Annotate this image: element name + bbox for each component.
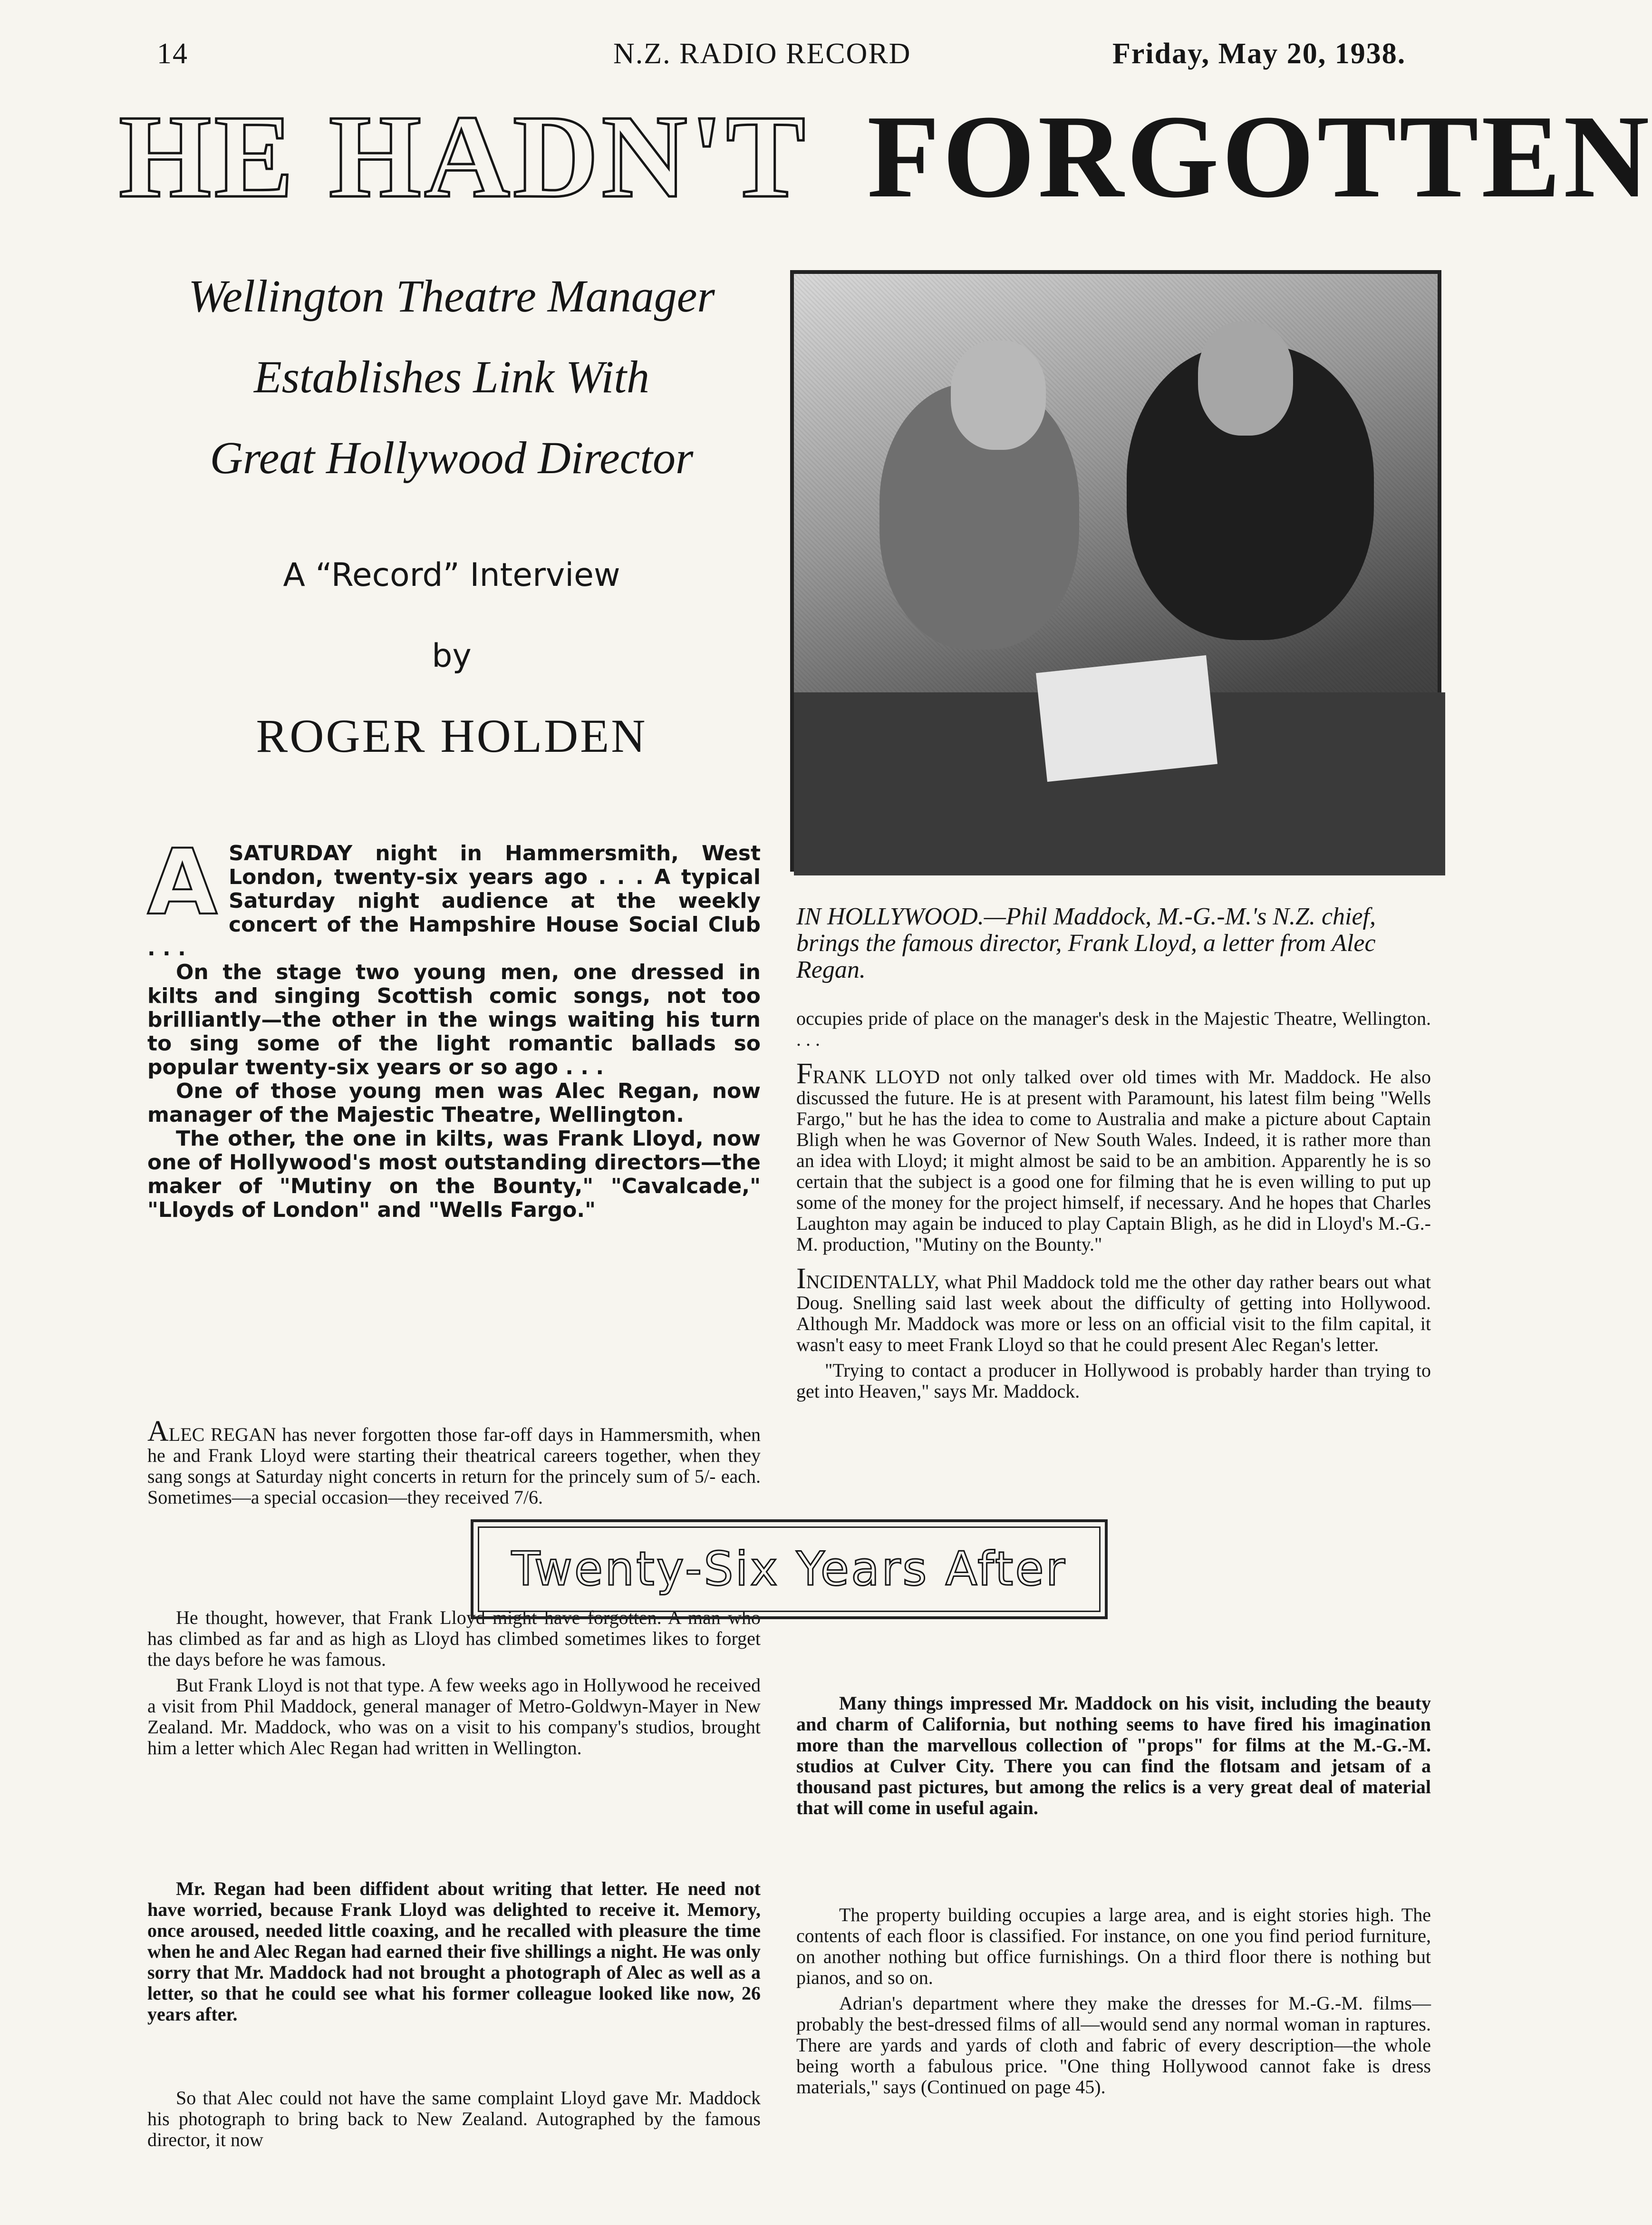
article-photo <box>790 270 1441 872</box>
body-paragraph: INCIDENTALLY, what Phil Maddock told me the other day rather bears out what Doug. Snelling said last week about the difficulty of getting into Hollywood. Although Mr. Maddock was more or less on an official visit to the film capital, it wasn't easy to meet Frank Lloyd so that he could present Alec Regan's letter. <box>796 1263 1431 1355</box>
body-paragraph: The property building occupies a large area, and is eight stories high. The contents of each floor is classified. For instance, on one you find period furniture, on another nothing but office furnishings. On a third floor there is nothing but pianos, and so on. <box>796 1904 1431 1988</box>
left-column-end <box>147 2088 761 2155</box>
photo-head-left <box>951 340 1046 450</box>
lead-paragraph: SATURDAY night in Hammersmith, West London, twenty-six years ago . . . A typical Saturday night audience at the weekly concert of the Hampshire House Social Club . . . <box>147 841 761 961</box>
body-paragraph: He thought, however, that Frank Lloyd might have forgotten. A man who has climbed as far and as high as Lloyd has climbed sometimes likes to forget the days before he was famous. <box>147 1607 761 1670</box>
body-paragraph: Adrian's department where they make the dresses for M.-G.-M. films—probably the best-dressed films of all—would send any normal woman in raptures. There are yards and yards of cloth and fabric of every description—the whole being worth a fabulous price. "One thing Hollywood cannot fake is dress materials," says (Continued on page 45). <box>796 1992 1431 2098</box>
body-paragraph: occupies pride of place on the manager's desk in the Majestic Theatre, Wellington. . . . <box>796 1008 1431 1050</box>
publication-name: N.Z. RADIO RECORD <box>613 38 911 70</box>
body-paragraph: But Frank Lloyd is not that type. A few weeks ago in Hollywood he received a visit from Phil Maddock, general manager of Metro-Goldwyn-Mayer in New Zealand. Mr. Maddock, who was on a visit to his company's studios, brought him a letter which Alec Regan had written in Wellington. <box>147 1674 761 1759</box>
body-paragraph: "Trying to contact a producer in Hollywood is probably harder than trying to get into Heaven," says Mr. Maddock. <box>796 1360 1431 1402</box>
page-number: 14 <box>157 38 188 70</box>
interview-label: A “Record” Interview <box>283 556 620 594</box>
body-paragraph: ALEC REGAN has never forgotten those far-off days in Hammersmith, when he and Frank Lloyd were starting their theatrical careers together, when they sang songs at Saturday night concerts in return for the princely sum of 5/- each. Sometimes—a special occasion—they received 7/6. <box>147 1415 761 1508</box>
right-column <box>796 1008 1431 1407</box>
paragraph-initial: F <box>796 1058 813 1090</box>
left-column <box>147 1415 761 1513</box>
lead-paragraph: On the stage two young men, one dressed in kilts and singing Scottish comic songs, not too brilliantly—the other in the wings waiting his turn to sing some of the light romantic ballads so popular twenty-six years or so ago . . . <box>147 960 761 1079</box>
lead-section <box>147 830 761 1222</box>
issue-date: Friday, May 20, 1938. <box>1112 38 1406 70</box>
left-column-bold <box>147 1878 761 2030</box>
body-paragraph: Many things impressed Mr. Maddock on his visit, including the beauty and charm of California, but nothing seems to have fired his imagination more than the marvellous collection of "props" for films at the M.-G.-M. studios at Culver City. There you can find the flotsam and jetsam of a thousand past pictures, but among the relics is a very great deal of material that will come in useful again. <box>796 1692 1431 1818</box>
body-paragraph: Mr. Regan had been diffident about writing that letter. He need not have worried, because Frank Lloyd was delighted to receive it. Memory, once aroused, needed little coaxing, and he recalled with pleasure the time when he and Alec Regan had earned their five shillings a night. He was only sorry that Mr. Maddock had not brought a photograph of Alec as well as a letter, so that he could see what his former colleague looked like now, 26 years after. <box>147 1878 761 2025</box>
left-column-continued <box>147 1607 761 1763</box>
subheadline-line-1: Wellington Theatre Manager <box>188 271 715 321</box>
right-column-bold <box>796 1693 1431 1823</box>
photo-head-right <box>1198 321 1293 436</box>
headline-part-1: HE HADN'T <box>119 91 806 223</box>
photo-caption: IN HOLLYWOOD.—Phil Maddock, M.-G.-M.'s N.Z. chief, brings the famous director, Frank Lloyd, a letter from Alec Regan. <box>796 903 1376 983</box>
subheadline-line-3: Great Hollywood Director <box>210 432 694 483</box>
by-label: by <box>432 637 472 675</box>
body-paragraph: FRANK LLOYD not only talked over old times with Mr. Maddock. He also discussed the future. He is at present with Paramount, his latest film being "Wells Fargo," but he has the idea to come to Australia and make a picture about Captain Bligh when he was Governor of New South Wales. Indeed, it is rather more than an idea with Lloyd; it might almost be said to be an ambition. Apparently he is so certain that the subject is a good one for filming that he is even willing to put up some of the money for the project himself, if necessary. And he hopes that Charles Laughton may again be induced to play Captain Bligh, as he did in Lloyd's M.-G.-M. production, "Mutiny on the Bounty." <box>796 1058 1431 1255</box>
right-column-end <box>796 1904 1431 2102</box>
lead-paragraph: One of those young men was Alec Regan, now manager of the Majestic Theatre, Wellington. <box>147 1079 761 1127</box>
pull-quote-box <box>471 1519 1108 1619</box>
author-byline: ROGER HOLDEN <box>256 709 647 762</box>
headline <box>119 91 1652 223</box>
paragraph-initial: I <box>796 1263 806 1295</box>
paragraph-initial: A <box>147 1415 169 1448</box>
headline-part-2: FORGOTTEN <box>867 91 1652 223</box>
body-paragraph: So that Alec could not have the same complaint Lloyd gave Mr. Maddock his photograph to bring back to New Zealand. Autographed by the famous director, it now <box>147 2087 761 2150</box>
lead-paragraph: The other, the one in kilts, was Frank Lloyd, now one of Hollywood's most outstanding directors—the maker of "Mutiny on the Bounty," "Cavalcade," "Lloyds of London" and "Wells Fargo." <box>147 1127 761 1222</box>
lead-dropcap: A <box>147 830 218 935</box>
photo-letter <box>1036 655 1217 782</box>
subheadline-line-2: Establishes Link With <box>253 351 650 402</box>
pull-quote: Twenty-Six Years After <box>512 1542 1067 1596</box>
